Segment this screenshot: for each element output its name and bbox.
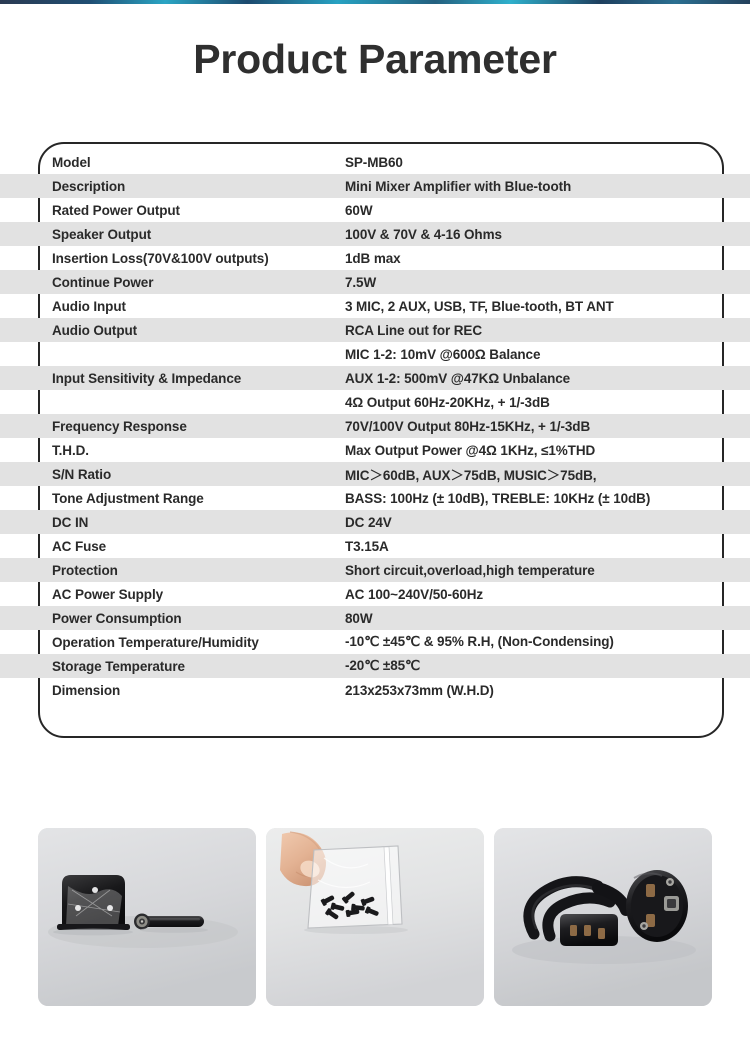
photo-power-cord xyxy=(494,828,712,1006)
spec-value: Short circuit,overload,high temperature xyxy=(345,562,595,578)
spec-label: Input Sensitivity & Impedance xyxy=(52,370,242,386)
table-row xyxy=(0,582,750,606)
spec-table-rows xyxy=(0,150,750,702)
spec-value: 1dB max xyxy=(345,250,401,266)
spec-value: MIC＞60dB, AUX＞75dB, MUSIC＞75dB, xyxy=(345,468,597,483)
spec-label: Insertion Loss(70V&100V outputs) xyxy=(52,250,269,266)
table-row xyxy=(0,606,750,630)
table-row xyxy=(0,654,750,678)
spec-label: T.H.D. xyxy=(52,442,89,458)
spec-label: Dimension xyxy=(52,682,121,698)
table-row xyxy=(0,486,750,510)
product-photo-strip xyxy=(0,828,750,1006)
table-row xyxy=(0,342,750,366)
table-row xyxy=(0,366,750,390)
spec-value: 80W xyxy=(345,610,373,626)
spec-value: DC 24V xyxy=(345,514,392,530)
spec-label: Speaker Output xyxy=(52,226,152,242)
spec-label: Protection xyxy=(52,562,118,578)
spec-label: Continue Power xyxy=(52,274,154,290)
spec-label: Power Consumption xyxy=(52,610,182,626)
table-row xyxy=(0,414,750,438)
spec-label: AC Fuse xyxy=(52,538,107,554)
table-row xyxy=(0,318,750,342)
spec-value: 100V & 70V & 4-16 Ohms xyxy=(345,226,502,242)
spec-value: 70V/100V Output 80Hz-15KHz, + 1/-3dB xyxy=(345,418,591,434)
spec-value: AC 100~240V/50-60Hz xyxy=(345,586,484,602)
spec-value: T3.15A xyxy=(345,538,389,554)
spec-label: Audio Input xyxy=(52,298,126,314)
table-row xyxy=(0,630,750,654)
page-title: Product Parameter xyxy=(193,36,557,82)
spec-value: AUX 1-2: 500mV @47KΩ Unbalance xyxy=(345,370,571,386)
table-row xyxy=(0,294,750,318)
spec-value: -20℃ ±85℃ xyxy=(345,658,421,673)
spec-value: 60W xyxy=(345,202,373,218)
table-row xyxy=(0,174,750,198)
table-row xyxy=(0,438,750,462)
spec-value: 3 MIC, 2 AUX, USB, TF, Blue-tooth, BT ANT xyxy=(345,298,614,314)
spec-value: BASS: 100Hz (± 10dB), TREBLE: 10KHz (± 10dB) xyxy=(345,490,651,506)
spec-value: Mini Mixer Amplifier with Blue-tooth xyxy=(345,178,572,194)
table-row xyxy=(0,270,750,294)
spec-value: 7.5W xyxy=(345,274,377,290)
spec-value: MIC 1-2: 10mV @600Ω Balance xyxy=(345,346,541,362)
table-row xyxy=(0,150,750,174)
spec-value: RCA Line out for REC xyxy=(345,322,482,338)
spec-value: 213x253x73mm (W.H.D) xyxy=(345,682,494,698)
photo-screws-bag xyxy=(266,828,484,1006)
spec-value: SP-MB60 xyxy=(345,154,403,170)
spec-label: AC Power Supply xyxy=(52,586,164,602)
spec-label: Frequency Response xyxy=(52,418,187,434)
table-row xyxy=(0,534,750,558)
table-row xyxy=(0,246,750,270)
spec-label: DC IN xyxy=(52,514,89,530)
spec-label: Operation Temperature/Humidity xyxy=(52,634,259,650)
table-row xyxy=(0,558,750,582)
photo-bracket-and-antenna xyxy=(38,828,256,1006)
table-row xyxy=(0,390,750,414)
spec-label: Rated Power Output xyxy=(52,202,180,218)
table-row xyxy=(0,510,750,534)
table-row xyxy=(0,678,750,702)
spec-value: Max Output Power @4Ω 1KHz, ≤1%THD xyxy=(345,442,596,458)
spec-label: S/N Ratio xyxy=(52,466,112,482)
spec-label: Model xyxy=(52,154,91,170)
top-banner-strip xyxy=(0,0,750,4)
spec-value: -10℃ ±45℃ & 95% R.H, (Non-Condensing) xyxy=(345,634,614,649)
spec-label: Audio Output xyxy=(52,322,138,338)
spec-label: Storage Temperature xyxy=(52,658,185,674)
spec-label: Description xyxy=(52,178,126,194)
spec-table xyxy=(0,142,750,742)
table-row xyxy=(0,222,750,246)
spec-value: 4Ω Output 60Hz-20KHz, + 1/-3dB xyxy=(345,394,550,410)
table-row xyxy=(0,198,750,222)
table-row xyxy=(0,462,750,486)
spec-label: Tone Adjustment Range xyxy=(52,490,204,506)
